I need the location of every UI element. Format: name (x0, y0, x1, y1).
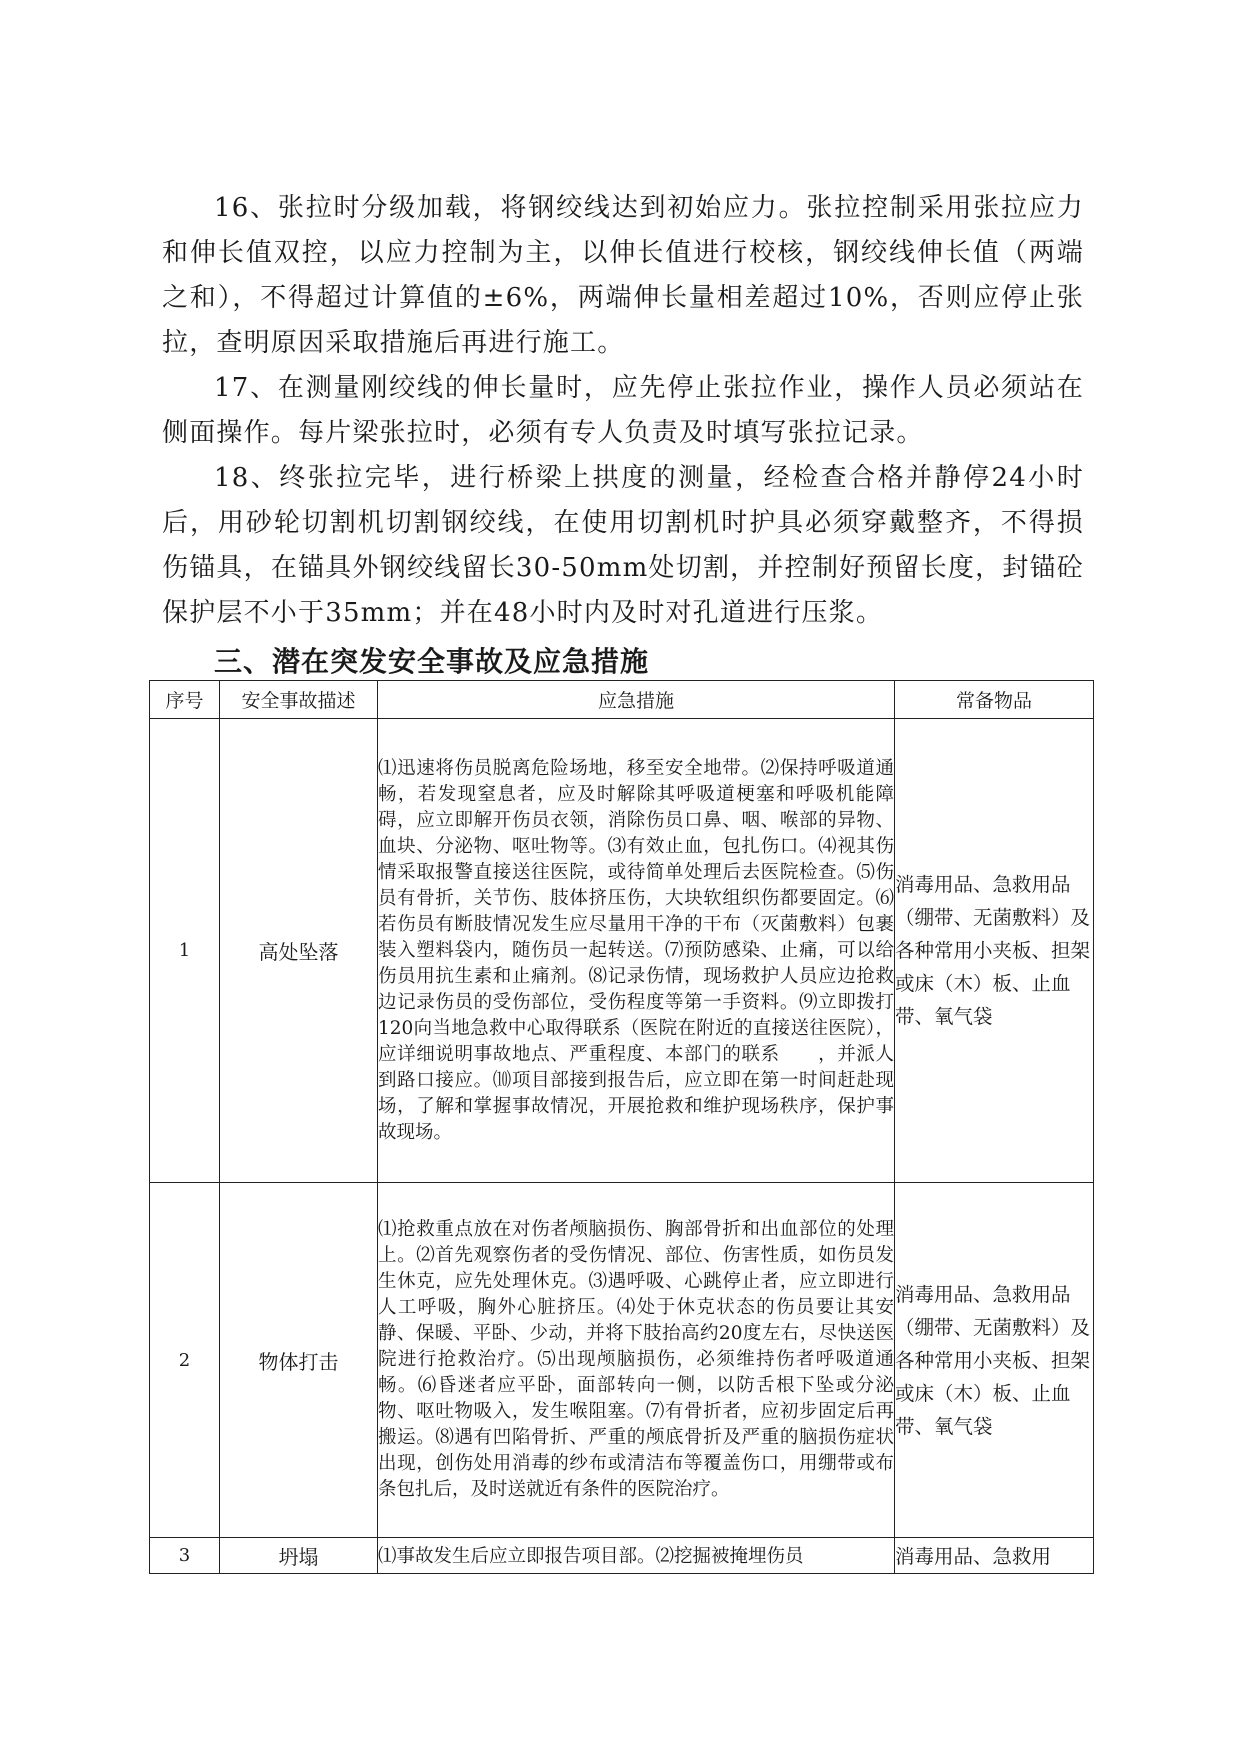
accident-description: 坍塌 (220, 1538, 378, 1574)
row-number: 2 (150, 1183, 220, 1538)
accident-description: 物体打击 (220, 1183, 378, 1538)
paragraph-16: 16、张拉时分级加载，将钢绞线达到初始应力。张拉控制采用张拉应力和伸长值双控，以应力控制为主，以伸长值进行校核，钢绞线伸长值（两端之和），不得超过计算值的±6%，两端伸长量相差超过10%，否则应停止张拉，查明原因采取措施后再进行施工。 (162, 193, 1084, 358)
table-row (150, 719, 1094, 1183)
standby-supplies: 消毒用品、急救用品（绷带、无菌敷料）及各种常用小夹板、担架或床（木）板、止血带、氧气袋 (895, 1183, 1094, 1538)
row-number: 1 (150, 719, 220, 1183)
table-row (150, 1183, 1094, 1538)
body-text (162, 186, 1084, 636)
emergency-measures: ⑴抢救重点放在对伤者颅脑损伤、胸部骨折和出血部位的处理上。⑵首先观察伤者的受伤情况、部位、伤害性质，如伤员发生休克，应先处理休克。⑶遇呼吸、心跳停止者，应立即进行人工呼吸，胸外心脏挤压。⑷处于休克状态的伤员要让其安静、保暖、平卧、少动，并将下肢抬高约20度左右，尽快送医院进行抢救治疗。⑸出现颅脑损伤，必须维持伤者呼吸道通畅。⑹昏迷者应平卧，面部转向一侧，以防舌根下坠或分泌物、呕吐物吸入，发生喉阻塞。⑺有骨折者，应初步固定后再搬运。⑻遇有凹陷骨折、严重的颅底骨折及严重的脑损伤症状出现，创伤处用消毒的纱布或清洁布等覆盖伤口，用绷带或布条包扎后，及时送就近有条件的医院治疗。 (378, 1183, 895, 1538)
header-accident: 安全事故描述 (220, 681, 378, 719)
header-measures: 应急措施 (378, 681, 895, 719)
section-heading: 三、潜在突发安全事故及应急措施 (214, 645, 650, 678)
row-number: 3 (150, 1538, 220, 1574)
accident-description: 高处坠落 (220, 719, 378, 1183)
header-no: 序号 (150, 681, 220, 719)
paragraph-18: 18、终张拉完毕，进行桥梁上拱度的测量，经检查合格并静停24小时后，用砂轮切割机切割钢绞线，在使用切割机时护具必须穿戴整齐，不得损伤锚具，在锚具外钢绞线留长30-50mm处切割，并控制好预留长度，封锚砼保护层不小于35mm；并在48小时内及时对孔道进行压浆。 (162, 463, 1084, 628)
emergency-measures: ⑴事故发生后应立即报告项目部。⑵挖掘被掩埋伤员 (378, 1538, 895, 1574)
emergency-measures: ⑴迅速将伤员脱离危险场地，移至安全地带。⑵保持呼吸道通畅，若发现窒息者，应及时解除其呼吸道梗塞和呼吸机能障碍，应立即解开伤员衣领，消除伤员口鼻、咽、喉部的异物、血块、分泌物、呕吐物等。⑶有效止血，包扎伤口。⑷视其伤情采取报警直接送往医院，或待简单处理后去医院检查。⑸伤员有骨折，关节伤、肢体挤压伤，大块软组织伤都要固定。⑹若伤员有断肢情况发生应尽量用干净的干布（灭菌敷料）包裹装入塑料袋内，随伤员一起转送。⑺预防感染、止痛，可以给伤员用抗生素和止痛剂。⑻记录伤情，现场救护人员应边抢救边记录伤员的受伤部位，受伤程度等第一手资料。⑼立即拨打120向当地急救中心取得联系（医院在附近的直接送往医院），应详细说明事故地点、严重程度、本部门的联系 ，并派人到路口接应。⑽项目部接到报告后，应立即在第一时间赶赴现场，了解和掌握事故情况，开展抢救和维护现场秩序，保护事故现场。 (378, 719, 895, 1183)
paragraph-17: 17、在测量刚绞线的伸长量时，应先停止张拉作业，操作人员必须站在侧面操作。每片梁张拉时，必须有专人负责及时填写张拉记录。 (162, 373, 1084, 448)
table-row (150, 1538, 1094, 1574)
emergency-measures-table (149, 680, 1094, 1574)
standby-supplies: 消毒用品、急救用品（绷带、无菌敷料）及各种常用小夹板、担架或床（木）板、止血带、氧气袋 (895, 719, 1094, 1183)
standby-supplies: 消毒用品、急救用 (895, 1538, 1094, 1574)
header-supplies: 常备物品 (895, 681, 1094, 719)
table-header-row (150, 681, 1094, 719)
